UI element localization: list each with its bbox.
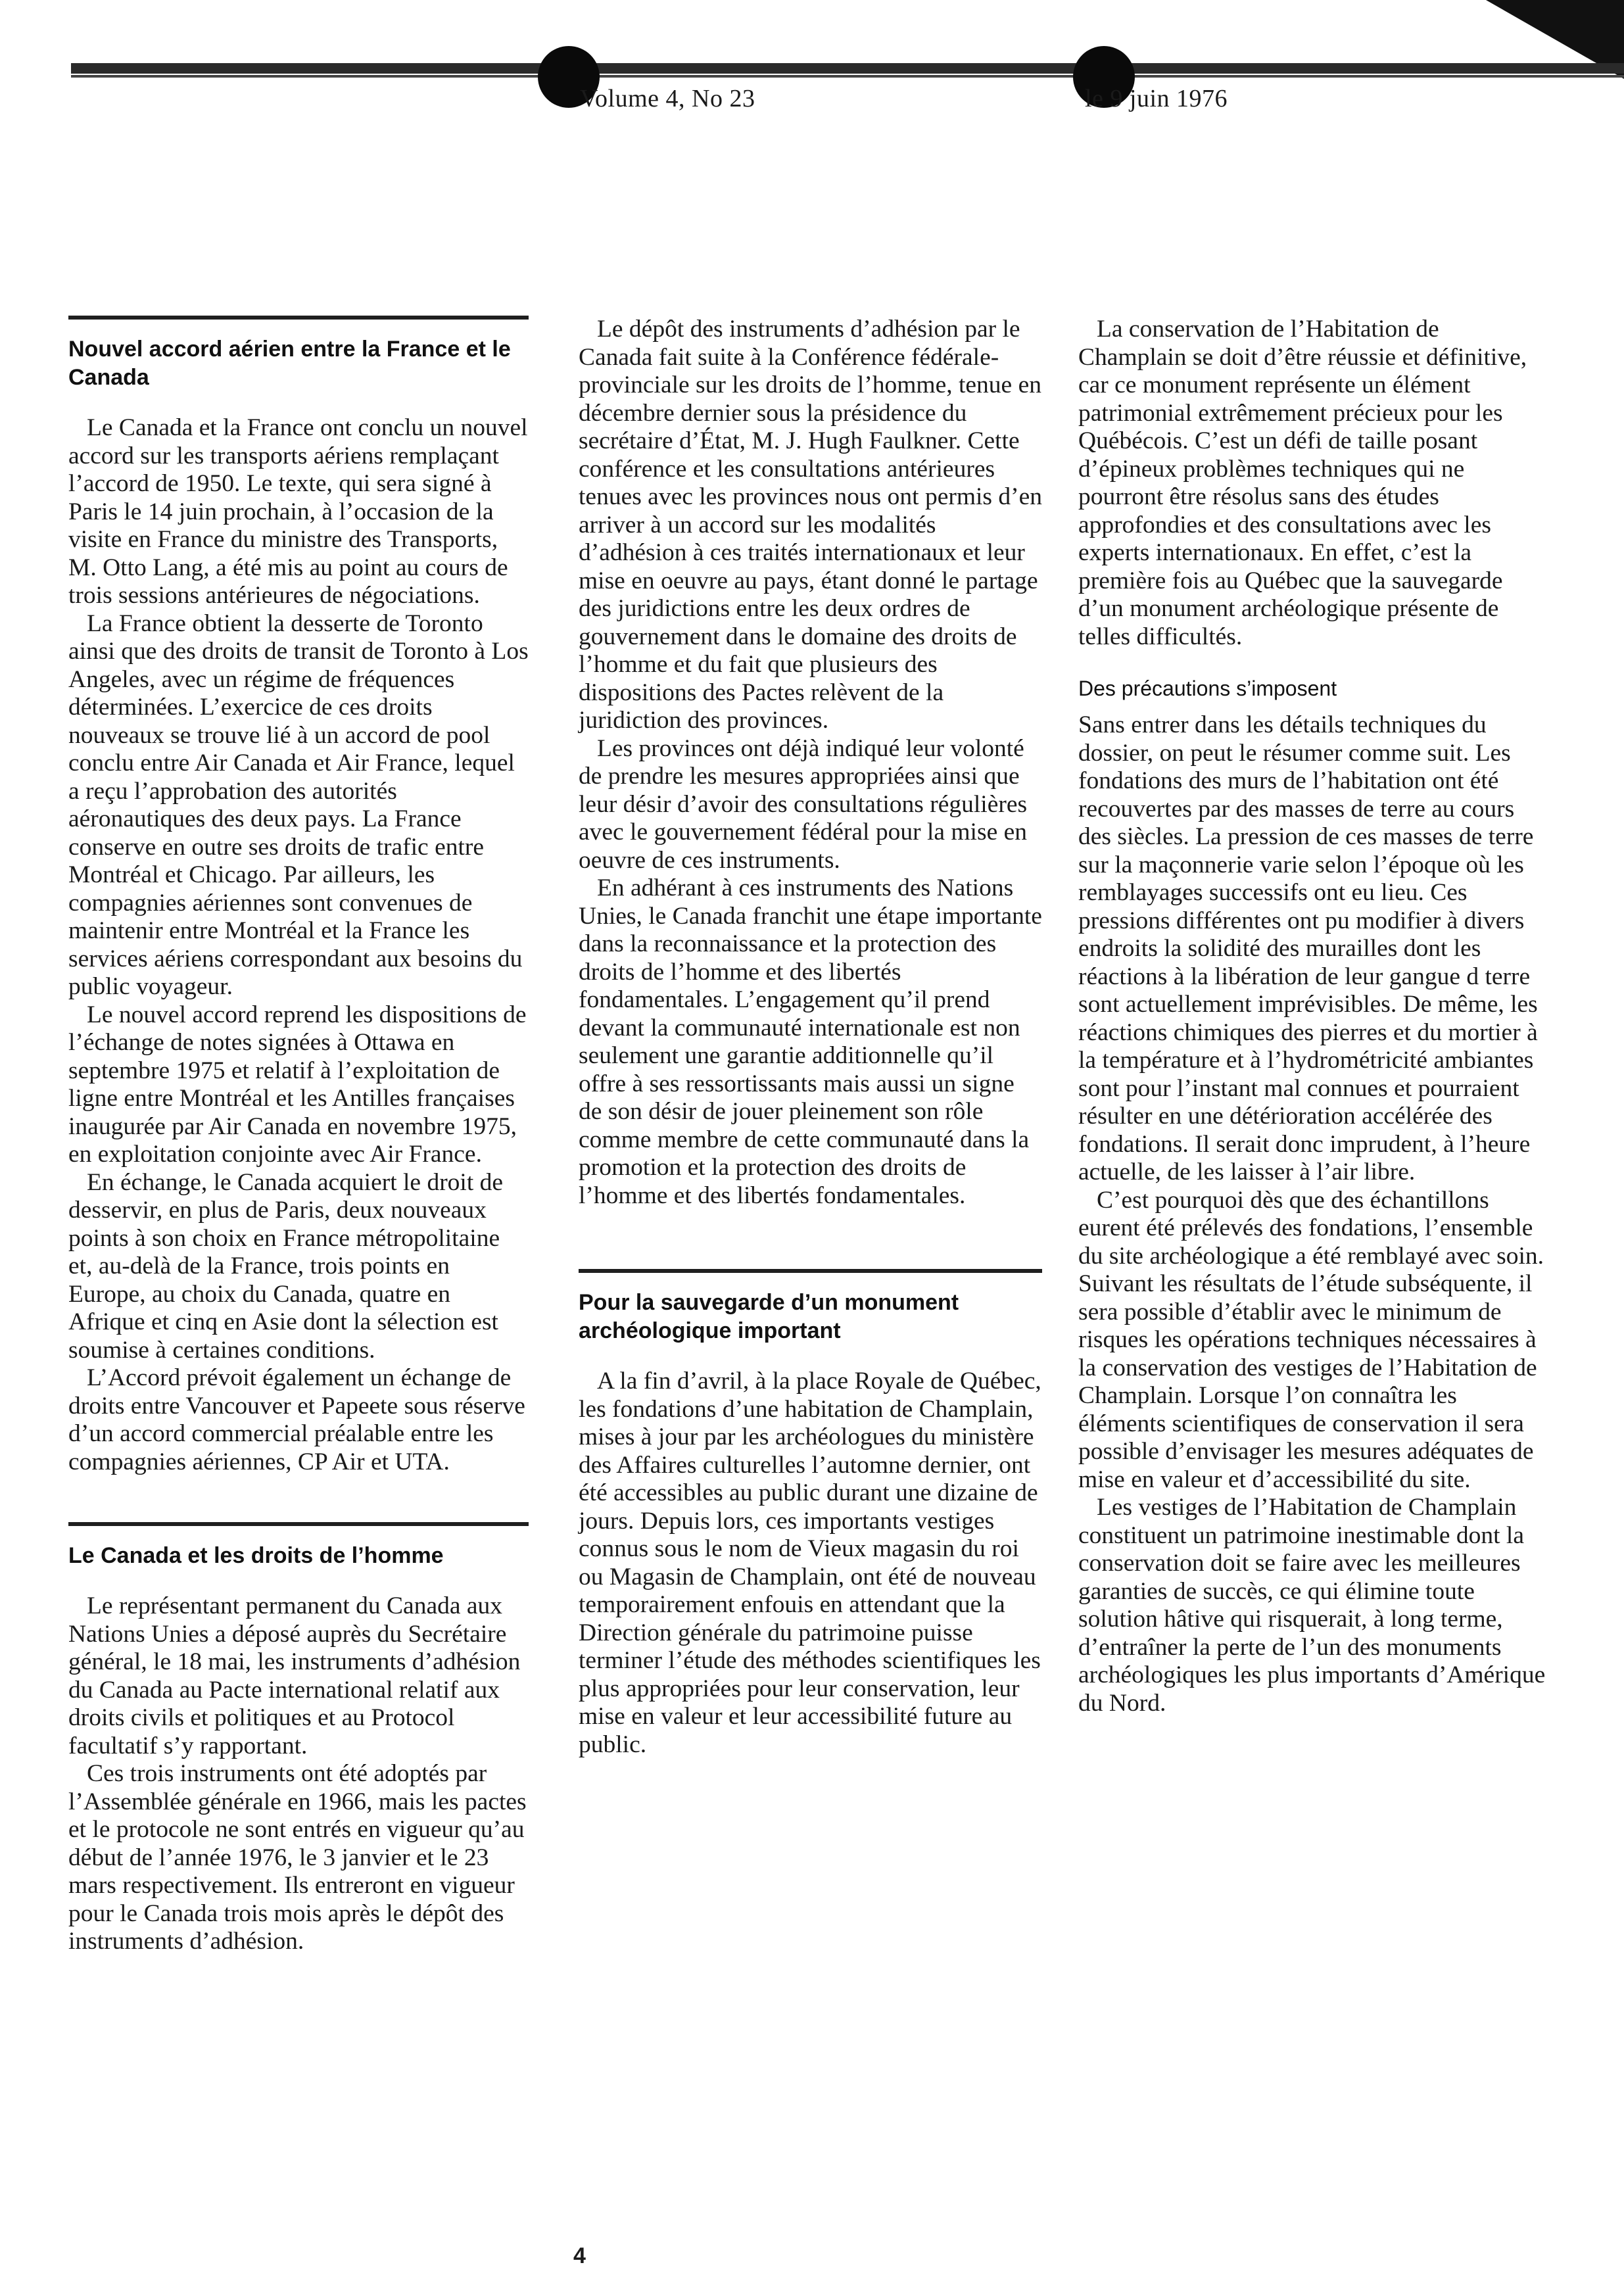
- volume-number: Volume 4, No 23: [580, 85, 755, 112]
- section-rule: [68, 1522, 529, 1526]
- paragraph: Le dépôt des instruments d’adhésion par le Canada fait suite à la Conférence fédérale-provinciale sur les droits de l’homme, tenue en décembre dernier sous la présidence du secrétaire d’État, M. J. Hugh Faulkner. Cette conférence et les consultations antérieures tenues avec les provinces nous ont permis d’en arriver à un accord sur les modalités d’adhésion à ces traités internationaux et leur mise en oeuvre au pays, étant donné le partage des juridictions entre les deux ordres de gouvernement dans le domaine des droits de l’homme et du fait que plusieurs des dispositions des Pactes relèvent de la juridiction des provinces.: [579, 316, 1043, 734]
- paragraph: En adhérant à ces instruments des Nations Unies, le Canada franchit une étape importante dans la reconnaissance et la protection des droits de l’homme et des libertés fondamentales. L’engagement qu’il prend devant la communauté internationale est non seulement une garantie additionnelle qu’il offre à ses ressortissants mais aussi un signe de son désir de jouer pleinement son rôle comme membre de cette communauté dans la promotion et la protection des droits de l’homme et des libertés fondamentales.: [579, 874, 1042, 1209]
- article-title-accord-aerien: Nouvel accord aérien entre la France et le Canada: [68, 337, 511, 390]
- paragraph: La conservation de l’Habitation de Champlain se doit d’être réussie et définitive, car ce monument représente un élément patrimonial extrêmement précieux pour les Québécois. C’est un défi de taille posant d’épineux problèmes techniques qui ne pourront être résolus sans des études approfondies et des consultations avec les experts internationaux. En effet, c’est la première fois au Québec que la sauvegarde d’un monument archéologique présente de telles difficultés.: [1078, 316, 1527, 650]
- paragraph: Ces trois instruments ont été adoptés par l’Assemblée générale en 1966, mais les pactes et le protocole ne sont entrés en vigueur qu’au début de l’année 1976, le 3 janvier et le 23 mars respectivement. Ils entreront en vigueur pour le Canada trois mois après le dépôt des instruments d’adhésion.: [68, 1760, 527, 1955]
- column-1: [68, 316, 529, 1956]
- section-rule: [579, 1269, 1042, 1273]
- paragraph: Le nouvel accord reprend les dispositions de l’échange de notes signées à Ottawa en septembre 1975 et relatif à l’exploitation de ligne entre Montréal et les Antilles françaises inaugurée par Air Canada en novembre 1975, en exploitation conjointe avec Air France.: [68, 1001, 527, 1168]
- issue-date: le 9 juin 1976: [1085, 85, 1228, 112]
- paragraph: Sans entrer dans les détails techniques du dossier, on peut le résumer comme suit. Les fondations des murs de l’habitation ont été recouvertes par des masses de terre au cours des siècles. La pression de ces masses de terre sur la maçonnerie varie selon l’époque où les remblayages successifs ont eu lieu. Ces pressions différentes ont pu modifier à divers endroits la solidité des murailles dont les réactions à la libération de leur gangue d terre sont actuellement imprévisibles. De même, les réactions chimiques des pierres et du mortier à la température et à l’hydrométricité ambiantes sont pour l’instant mal connues et pourraient résulter en une détérioration accélérée des fondations. Il serait donc imprudent, à l’heure actuelle, de les laisser à l’air libre.: [1078, 711, 1538, 1185]
- paragraph: En échange, le Canada acquiert le droit de desservir, en plus de Paris, deux nouveaux points à son choix en France métropolitaine et, au-delà de la France, trois points en Europe, au choix du Canada, quatre en Afrique et cinq en Asie dont la sélection est soumise à certaines conditions.: [68, 1168, 504, 1364]
- column-3: [1078, 316, 1547, 1717]
- paragraph: Le Canada et la France ont conclu un nouvel accord sur les transports aériens remplaçant l’accord de 1950. Le texte, qui sera signé à Paris le 14 juin prochain, à l’occasion de la visite en France du ministre des Transports, M. Otto Lang, a été mis au point au cours de trois sessions antérieures de négociations.: [68, 414, 528, 609]
- paragraph: Le représentant permanent du Canada aux Nations Unies a déposé auprès du Secrétaire général, le 18 mai, les instruments d’adhésion du Canada au Pacte international relatif aux droits civils et politiques et au Protocol facultatif s’y rapportant.: [68, 1592, 521, 1759]
- paragraph: L’Accord prévoit également un échange de droits entre Vancouver et Papeete sous réserve d’un accord commercial préalable entre les compagnies aériennes, CP Air et UTA.: [68, 1364, 525, 1475]
- article-title-monument: Pour la sauvegarde d’un monument archéologique important: [579, 1290, 959, 1343]
- paragraph: C’est pourquoi dès que des échantillons eurent été prélevés des fondations, l’ensemble du site archéologique a été remblayé avec soin. Suivant les résultats de l’étude subséquente, il sera possible d’établir avec le minimum de risques les opérations techniques nécessaires à la conservation des vestiges de l’Habitation de Champlain. Lorsque l’on connaîtra les éléments scientifiques de conservation il sera possible d’envisager les mesures adéquates de mise en valeur et d’accessibilité du site.: [1078, 1186, 1544, 1493]
- column-2: [579, 316, 1042, 1759]
- paragraph: Les provinces ont déjà indiqué leur volonté de prendre les mesures appropriées ainsi que leur désir d’avoir des consultations régulières avec le gouvernement fédéral pour la mise en oeuvre de ces instruments.: [579, 734, 1028, 874]
- article-title-droits-homme: Le Canada et les droits de l’homme: [68, 1543, 444, 1568]
- paragraph: La France obtient la desserte de Toronto ainsi que des droits de transit de Toronto à Los Angeles, avec un régime de fréquences déterminées. L’exercice de ces droits nouveaux se trouve lié à un accord de pool conclu entre Air Canada et Air France, lequel a reçu l’approbation des autorités aéronautiques des deux pays. La France conserve en outre ses droits de trafic entre Montréal et Chicago. Par ailleurs, les compagnies aériennes sont convenues de maintenir entre Montréal et la France les services aériens correspondant aux besoins du public voyageur.: [68, 609, 529, 1000]
- page-number: 4: [573, 2243, 586, 2268]
- subheading-precautions: Des précautions s’imposent: [1078, 677, 1337, 700]
- paragraph: Les vestiges de l’Habitation de Champlain constituent un patrimoine inestimable dont la conservation doit se faire avec les meilleures garanties de succès, ce qui élimine toute solution hâtive qui risquerait, à long terme, d’entraîner la perte de l’un des monuments archéologiques les plus importants d’Amérique du Nord.: [1078, 1494, 1546, 1717]
- paragraph: A la fin d’avril, à la place Royale de Québec, les fondations d’une habitation de Champlain, mises à jour par les archéologues du ministère des Affaires culturelles l’automne dernier, ont été accessibles au public durant une dizaine de jours. Depuis lors, ces importants vestiges connus sous le nom de Vieux magasin du roi ou Magasin de Champlain, ont été de nouveau temporairement enfouis en attendant que la Direction générale du patrimoine puisse terminer l’étude des méthodes scientifiques les plus appropriées pour leur conservation, leur mise en valeur et leur accessibilité future au public.: [579, 1368, 1041, 1758]
- header-rule-thin: [71, 75, 1624, 78]
- section-rule: [68, 316, 529, 320]
- header-rule: [71, 63, 1624, 74]
